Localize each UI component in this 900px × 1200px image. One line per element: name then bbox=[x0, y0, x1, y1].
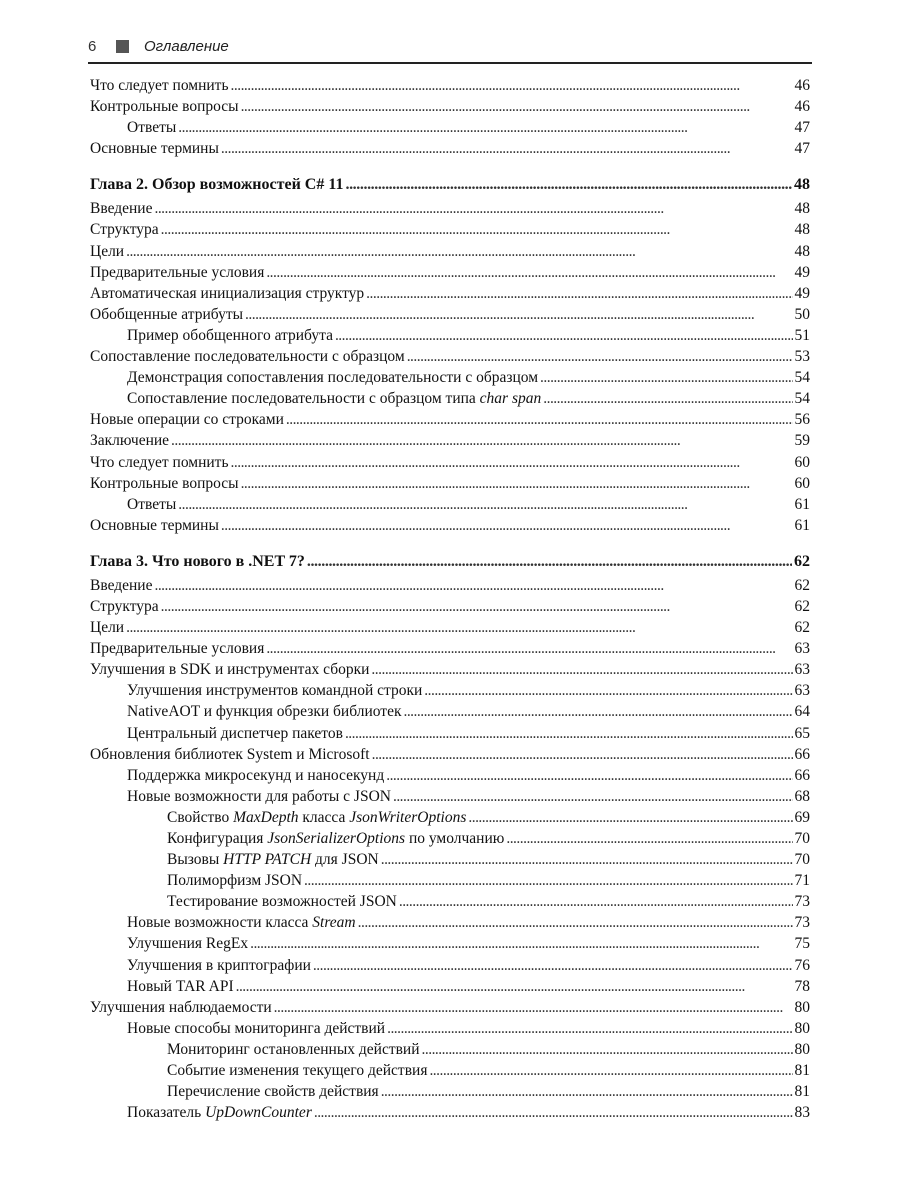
dot-leader bbox=[236, 976, 793, 997]
toc-entry-title-italic: HTTP PATCH bbox=[223, 851, 312, 869]
toc-page-number: 49 bbox=[794, 284, 810, 302]
dot-leader bbox=[372, 744, 793, 765]
toc-entry[interactable] bbox=[90, 409, 810, 430]
toc-entry-title bbox=[127, 933, 248, 954]
toc-entry-title bbox=[90, 659, 369, 680]
toc-entry-title-text: Тестирование возможностей JSON bbox=[167, 893, 397, 911]
toc-entry[interactable] bbox=[90, 723, 810, 744]
toc-entry[interactable] bbox=[90, 325, 810, 346]
toc-entry-title bbox=[90, 430, 169, 451]
toc-entry-title bbox=[127, 680, 422, 701]
toc-entry[interactable] bbox=[90, 198, 810, 219]
toc-entry[interactable] bbox=[90, 997, 810, 1018]
toc-entry[interactable] bbox=[90, 367, 810, 388]
toc-entry-title bbox=[90, 997, 272, 1018]
toc-entry-title bbox=[90, 515, 219, 536]
toc-entry-title bbox=[167, 1081, 379, 1102]
toc-entry[interactable] bbox=[90, 659, 810, 680]
table-of-contents bbox=[90, 75, 810, 1123]
toc-page-number: 80 bbox=[794, 998, 810, 1016]
toc-entry-title-text: Новый TAR API bbox=[127, 977, 234, 995]
toc-entry[interactable] bbox=[90, 891, 810, 912]
toc-page-number: 54 bbox=[794, 369, 810, 387]
section-spacer bbox=[90, 536, 810, 549]
page-number: 6 bbox=[88, 38, 97, 55]
toc-page-number: 46 bbox=[794, 98, 810, 116]
dot-leader bbox=[345, 172, 792, 198]
toc-page-number: 70 bbox=[794, 830, 810, 847]
toc-entry-title-italic: Stream bbox=[312, 914, 356, 932]
toc-entry-title-text: Основные термины bbox=[90, 516, 219, 534]
dot-leader bbox=[250, 933, 792, 954]
dot-leader bbox=[314, 1102, 793, 1123]
toc-entry-title bbox=[90, 346, 405, 367]
toc-entry-title-italic: JsonSerializerOptions bbox=[267, 830, 406, 847]
toc-page-number: 49 bbox=[794, 263, 810, 281]
dot-leader bbox=[407, 346, 793, 367]
toc-entry-title bbox=[90, 744, 370, 765]
dot-leader bbox=[221, 515, 793, 536]
toc-page-number: 81 bbox=[794, 1083, 810, 1101]
dot-leader bbox=[422, 1039, 793, 1060]
dot-leader bbox=[154, 575, 792, 596]
dot-leader bbox=[403, 701, 792, 722]
toc-entry-title-text: Цели bbox=[90, 619, 125, 637]
toc-entry-title-text: Основные термины bbox=[90, 140, 219, 158]
dot-leader bbox=[371, 659, 792, 680]
dot-leader bbox=[381, 849, 793, 870]
toc-entry[interactable] bbox=[90, 1018, 810, 1039]
toc-page-number: 56 bbox=[794, 411, 810, 429]
toc-entry[interactable] bbox=[90, 849, 810, 870]
dot-leader bbox=[543, 388, 792, 409]
toc-entry-title bbox=[90, 452, 229, 473]
toc-entry-title-text: для JSON bbox=[311, 851, 379, 869]
toc-entry-title bbox=[127, 1102, 312, 1123]
toc-entry-title bbox=[167, 828, 504, 849]
toc-entry-title bbox=[127, 117, 176, 138]
toc-page-number: 70 bbox=[794, 851, 810, 869]
toc-entry-title-text: Центральный диспетчер пакетов bbox=[127, 724, 343, 742]
toc-entry-title bbox=[127, 976, 234, 997]
dot-leader bbox=[126, 617, 792, 638]
toc-entry[interactable] bbox=[90, 1081, 810, 1102]
toc-entry-title bbox=[90, 75, 229, 96]
toc-page-number: 75 bbox=[794, 935, 810, 953]
dot-leader bbox=[468, 807, 792, 828]
dot-leader bbox=[366, 283, 792, 304]
toc-entry-title-text: Ответы bbox=[127, 119, 177, 137]
toc-entry[interactable] bbox=[90, 304, 810, 325]
toc-page-number: 60 bbox=[794, 474, 810, 492]
dot-leader bbox=[231, 452, 793, 473]
toc-entry-title bbox=[90, 172, 343, 198]
dot-leader bbox=[154, 198, 792, 219]
toc-entry[interactable] bbox=[90, 933, 810, 954]
toc-entry-title bbox=[90, 96, 239, 117]
toc-entry-title-text: Показатель bbox=[127, 1104, 206, 1122]
toc-entry-title-text: Событие изменения текущего действия bbox=[167, 1062, 428, 1080]
toc-entry-title-text: Автоматическая инициализация структур bbox=[90, 284, 365, 302]
toc-entry-title-italic: UpDownCounter bbox=[205, 1104, 312, 1122]
dot-leader bbox=[231, 75, 793, 96]
toc-entry-title bbox=[167, 1039, 420, 1060]
dot-leader bbox=[424, 680, 792, 701]
toc-page-number: 48 bbox=[794, 200, 810, 218]
toc-page-number: 63 bbox=[794, 640, 810, 658]
dot-leader bbox=[221, 138, 793, 159]
toc-entry[interactable] bbox=[90, 807, 810, 828]
toc-page-number: 62 bbox=[794, 597, 810, 615]
toc-entry[interactable] bbox=[90, 515, 810, 536]
toc-page-number: 53 bbox=[794, 348, 810, 366]
dot-leader bbox=[313, 955, 793, 976]
toc-entry-title bbox=[90, 262, 264, 283]
toc-entry[interactable] bbox=[90, 976, 810, 997]
dot-leader bbox=[386, 765, 792, 786]
toc-entry[interactable] bbox=[90, 680, 810, 701]
dot-leader bbox=[393, 786, 793, 807]
toc-entry-title bbox=[90, 575, 152, 596]
toc-entry-title bbox=[167, 891, 397, 912]
toc-entry[interactable] bbox=[90, 638, 810, 659]
toc-entry[interactable] bbox=[90, 786, 810, 807]
dot-leader bbox=[358, 912, 793, 933]
toc-page-number: 51 bbox=[794, 326, 810, 344]
toc-entry-title-text: Улучшения инструментов командной строки bbox=[127, 682, 423, 700]
toc-entry-title-text: Улучшения в SDK и инструментах сборки bbox=[90, 661, 370, 679]
toc-page-number: 71 bbox=[794, 872, 810, 890]
toc-entry[interactable] bbox=[90, 575, 810, 596]
toc-entry-title-text: Предварительные условия bbox=[90, 640, 265, 658]
header-square-icon bbox=[116, 40, 129, 53]
toc-page-number: 60 bbox=[794, 453, 810, 471]
toc-entry[interactable] bbox=[90, 1039, 810, 1060]
toc-entry[interactable] bbox=[90, 828, 810, 849]
toc-entry[interactable] bbox=[90, 701, 810, 722]
toc-entry[interactable] bbox=[90, 346, 810, 367]
toc-page-number: 78 bbox=[794, 977, 810, 995]
toc-entry[interactable] bbox=[90, 283, 810, 304]
header-section-title: Оглавление bbox=[144, 38, 229, 55]
toc-entry[interactable] bbox=[90, 96, 810, 117]
toc-entry[interactable] bbox=[90, 452, 810, 473]
toc-entry-title-text: Вызовы bbox=[167, 851, 224, 869]
toc-entry-title-text: NativeAOT и функция обрезки библиотек bbox=[127, 703, 402, 721]
toc-page-number: 68 bbox=[794, 787, 810, 805]
toc-entry-title bbox=[127, 701, 401, 722]
toc-entry-title-text: Поддержка микросекунд и наносекунд bbox=[127, 766, 385, 784]
toc-page-number: 81 bbox=[794, 1062, 810, 1080]
dot-leader bbox=[178, 117, 792, 138]
toc-page-number: 61 bbox=[794, 516, 810, 534]
toc-entry[interactable] bbox=[90, 219, 810, 240]
toc-page-number: 63 bbox=[794, 682, 810, 700]
toc-entry-title-text: Демонстрация сопоставления последовательности с образцом bbox=[127, 369, 539, 387]
toc-entry-title bbox=[90, 617, 124, 638]
toc-entry[interactable] bbox=[90, 955, 810, 976]
toc-entry-title-text: Новые возможности класса bbox=[127, 914, 313, 932]
toc-entry[interactable] bbox=[90, 388, 810, 409]
dot-leader bbox=[307, 549, 792, 575]
toc-entry-title-text: Конфигурация bbox=[167, 830, 268, 847]
dot-leader bbox=[161, 596, 793, 617]
toc-page-number: 62 bbox=[794, 576, 810, 594]
dot-leader bbox=[335, 325, 793, 346]
toc-page-number: 65 bbox=[794, 724, 810, 742]
toc-entry-title-text: Пример обобщенного атрибута bbox=[127, 326, 333, 344]
toc-entry-title bbox=[127, 765, 384, 786]
toc-entry-title-text: Глава 3. Что нового в .NET 7? bbox=[90, 552, 305, 570]
dot-leader bbox=[266, 262, 792, 283]
toc-entry-title-text: Контрольные вопросы bbox=[90, 474, 239, 492]
toc-entry-title bbox=[127, 494, 176, 515]
dot-leader bbox=[506, 828, 792, 849]
toc-page-number: 73 bbox=[794, 914, 810, 932]
toc-entry[interactable] bbox=[90, 870, 810, 891]
toc-page-number: 66 bbox=[794, 766, 810, 784]
toc-page-number: 80 bbox=[794, 1019, 810, 1037]
toc-chapter-heading[interactable] bbox=[90, 172, 810, 198]
toc-entry-title bbox=[90, 219, 159, 240]
toc-entry-title-italic: char span bbox=[479, 390, 542, 408]
toc-entry[interactable] bbox=[90, 765, 810, 786]
toc-entry-title bbox=[127, 367, 538, 388]
toc-page-number: 64 bbox=[794, 703, 810, 721]
dot-leader bbox=[274, 997, 793, 1018]
toc-page-number: 50 bbox=[794, 305, 810, 323]
toc-page-number: 73 bbox=[794, 893, 810, 911]
toc-entry-title-text: Обобщенные атрибуты bbox=[90, 305, 244, 323]
toc-page-number: 62 bbox=[794, 552, 810, 570]
toc-entry-title bbox=[127, 912, 356, 933]
toc-entry-title-text: Сопоставление последовательности с образцом bbox=[90, 348, 405, 366]
toc-entry[interactable] bbox=[90, 1102, 810, 1123]
toc-entry-title-italic: JsonWriterOptions bbox=[349, 808, 467, 826]
toc-entry-title-text: Обновления библиотек System и Microsoft bbox=[90, 745, 370, 763]
dot-leader bbox=[399, 891, 793, 912]
toc-page-number: 61 bbox=[794, 495, 810, 513]
toc-entry-title-text: Глава 2. Обзор возможностей C# 11 bbox=[90, 176, 344, 194]
toc-entry-title-text: Новые способы мониторинга действий bbox=[127, 1019, 386, 1037]
dot-leader bbox=[304, 870, 792, 891]
toc-entry-title-text: Контрольные вопросы bbox=[90, 98, 239, 116]
toc-entry-title-text: Новые возможности для работы с JSON bbox=[127, 787, 391, 805]
toc-entry-title-text: Новые операции со строками bbox=[90, 411, 284, 429]
dot-leader bbox=[161, 219, 793, 240]
toc-entry-title-text: Что следует помнить bbox=[90, 77, 229, 94]
toc-entry-title-text: Заключение bbox=[90, 432, 170, 450]
toc-entry-title-text: Что следует помнить bbox=[90, 453, 229, 471]
dot-leader bbox=[429, 1060, 792, 1081]
toc-entry[interactable] bbox=[90, 617, 810, 638]
toc-page-number: 63 bbox=[794, 661, 810, 679]
dot-leader bbox=[241, 473, 793, 494]
toc-entry[interactable] bbox=[90, 430, 810, 451]
dot-leader bbox=[381, 1081, 793, 1102]
dot-leader bbox=[178, 494, 792, 515]
dot-leader bbox=[540, 367, 792, 388]
toc-entry-title bbox=[127, 723, 343, 744]
toc-page-number: 48 bbox=[794, 176, 810, 194]
toc-entry-title bbox=[90, 409, 284, 430]
toc-entry-title bbox=[90, 473, 239, 494]
toc-entry-title-text: Цели bbox=[90, 242, 125, 260]
toc-entry-title bbox=[167, 849, 379, 870]
toc-entry[interactable] bbox=[90, 1060, 810, 1081]
toc-entry-title-text: Сопоставление последовательности с образцом типа bbox=[127, 390, 480, 408]
toc-entry[interactable] bbox=[90, 241, 810, 262]
toc-entry-title-text: Введение bbox=[90, 200, 153, 218]
toc-entry-title bbox=[127, 786, 391, 807]
dot-leader bbox=[171, 430, 792, 451]
toc-entry-title-text: Полиморфизм JSON bbox=[167, 872, 303, 890]
dot-leader bbox=[345, 723, 793, 744]
toc-entry-title-text: Улучшения наблюдаемости bbox=[90, 998, 272, 1016]
toc-entry-title bbox=[127, 1018, 385, 1039]
dot-leader bbox=[266, 638, 792, 659]
toc-entry-title bbox=[167, 870, 302, 891]
toc-entry-title bbox=[90, 304, 243, 325]
toc-entry-title bbox=[90, 241, 124, 262]
toc-entry[interactable] bbox=[90, 117, 810, 138]
toc-page-number: 54 bbox=[794, 390, 810, 408]
dot-leader bbox=[387, 1018, 792, 1039]
dot-leader bbox=[286, 409, 793, 430]
toc-entry-title-italic: MaxDepth bbox=[233, 808, 299, 826]
toc-entry-title bbox=[90, 198, 152, 219]
toc-entry[interactable] bbox=[90, 596, 810, 617]
toc-entry-title-text: Перечисление свойств действия bbox=[167, 1083, 379, 1101]
toc-entry-title-text: Предварительные условия bbox=[90, 263, 265, 281]
toc-entry-title bbox=[167, 1060, 427, 1081]
toc-entry-title bbox=[90, 138, 219, 159]
toc-entry-title-text: Свойство bbox=[167, 808, 234, 826]
toc-entry[interactable] bbox=[90, 744, 810, 765]
toc-entry-title bbox=[127, 955, 311, 976]
toc-entry-title bbox=[90, 596, 159, 617]
toc-entry[interactable] bbox=[90, 262, 810, 283]
toc-entry-title-text: Введение bbox=[90, 576, 153, 594]
toc-page-number: 66 bbox=[794, 745, 810, 763]
toc-page-number: 48 bbox=[794, 242, 810, 260]
toc-entry-title-text: Структура bbox=[90, 597, 159, 615]
toc-entry-title bbox=[127, 388, 541, 409]
dot-leader bbox=[241, 96, 793, 117]
toc-page-number: 83 bbox=[794, 1104, 810, 1122]
toc-page-number: 62 bbox=[794, 619, 810, 637]
toc-entry-title bbox=[90, 549, 305, 575]
toc-entry[interactable] bbox=[90, 912, 810, 933]
toc-entry-title-text: класса bbox=[298, 808, 350, 826]
toc-entry[interactable] bbox=[90, 473, 810, 494]
toc-entry-title bbox=[90, 638, 264, 659]
section-spacer bbox=[90, 159, 810, 172]
toc-entry-title-text: Улучшения в криптографии bbox=[127, 956, 311, 974]
running-header bbox=[88, 36, 812, 64]
toc-entry-title-text: Мониторинг остановленных действий bbox=[167, 1040, 420, 1058]
dot-leader bbox=[126, 241, 792, 262]
toc-entry-title-text: по умолчанию bbox=[405, 830, 505, 847]
toc-page-number: 47 bbox=[794, 140, 810, 158]
toc-page-number: 46 bbox=[794, 77, 810, 94]
toc-entry-title-text: Структура bbox=[90, 221, 159, 239]
toc-page-number: 47 bbox=[794, 119, 810, 137]
toc-page-number: 48 bbox=[794, 221, 810, 239]
toc-page-number: 59 bbox=[794, 432, 810, 450]
toc-entry-title bbox=[167, 807, 466, 828]
toc-entry-title-text: Ответы bbox=[127, 495, 177, 513]
toc-entry[interactable] bbox=[90, 138, 810, 159]
toc-entry-title bbox=[127, 325, 333, 346]
toc-page-number: 69 bbox=[794, 808, 810, 826]
toc-page-number: 76 bbox=[794, 956, 810, 974]
toc-entry[interactable] bbox=[90, 75, 810, 96]
dot-leader bbox=[245, 304, 792, 325]
toc-entry-title bbox=[90, 283, 364, 304]
toc-page-number: 80 bbox=[794, 1040, 810, 1058]
toc-entry-title-text: Улучшения RegEx bbox=[127, 935, 249, 953]
toc-chapter-heading[interactable] bbox=[90, 549, 810, 575]
toc-entry[interactable] bbox=[90, 494, 810, 515]
